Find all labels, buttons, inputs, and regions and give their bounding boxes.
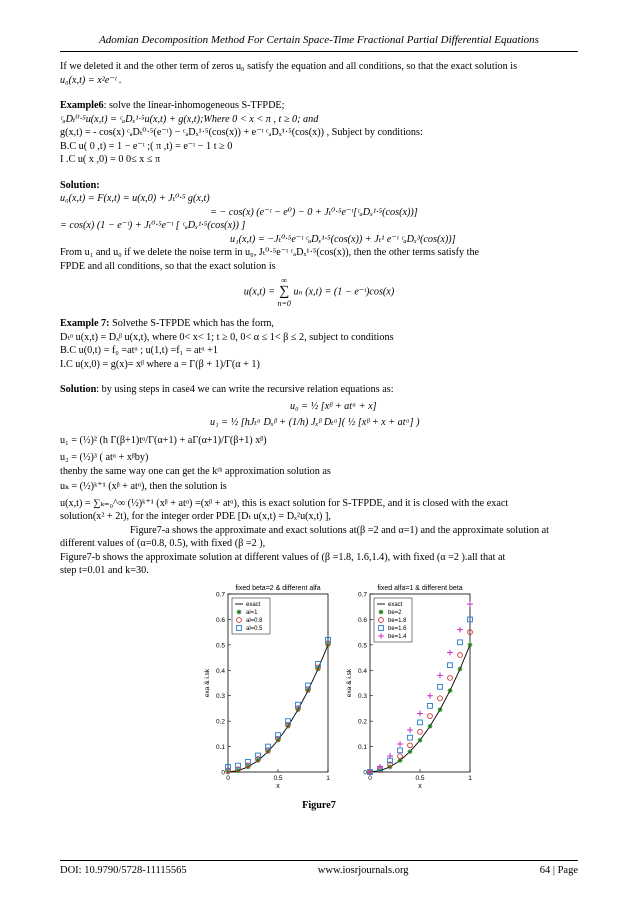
legend-label: exact	[388, 601, 403, 608]
y-tick-label: 0.5	[357, 641, 367, 649]
legend-label: exact	[246, 601, 261, 608]
initial-conditions: I.C u(x,0) = g(x)= xᵝ where a = Γ(β + 1)/Γ(α + 1)	[60, 358, 260, 370]
x-axis-label: x	[276, 782, 280, 790]
paragraph-line: different values of (α=0.8, 0.5), with fixed (β =2 ),	[60, 538, 266, 549]
equation: u₀(x,t) = x²e⁻ᵗ .	[60, 74, 122, 86]
example-6-text: : solve the linear-inhomogeneous S-TFPDE;	[103, 100, 285, 111]
chart-a	[200, 582, 335, 792]
equation-u1: u₁ = ½ [hJₜᵅ Dₓᵝ + (1/h) Jₓᵝ Dₜᵅ]( ½ [xᵝ + x + atᵅ] )	[210, 417, 420, 428]
chart-title: fixed beta=2 & different alfa	[235, 584, 321, 592]
paragraph-line: step t=0.01 and k=30.	[60, 565, 149, 576]
y-tick-label: 0.5	[215, 641, 225, 649]
example-7-label: Example 7:	[60, 318, 110, 329]
y-tick-label: 0	[221, 769, 225, 776]
y-tick-label: 0.6	[215, 616, 225, 624]
figure-7	[60, 582, 578, 797]
x-tick-label: 0	[368, 774, 372, 782]
chart-title: fixed alfa=1 & different beta	[377, 584, 463, 592]
equation: g(x,t) = - cos(x) ᶜₐDₜ⁰·⁵(e⁻ᵗ) − ᶜₐDₓ¹·⁵(cos(x)) + e⁻ᵗ ᶜₐDₓ¹·⁵(cos(x)) , Subject by conditions:	[60, 127, 423, 138]
legend-label: al=0.8	[246, 617, 263, 624]
x-tick-label: 0.5	[273, 774, 283, 782]
example-6-heading	[60, 99, 578, 113]
initial-conditions: I .C u( x ,0) = 0 0≤ x ≤ π	[60, 154, 161, 165]
equation: Dₜᵅ u(x,t) = Dₓᵝ u(x,t), where 0< x< 1; t ≥ 0, 0< α ≤ 1< β ≤ 2, subject to conditions	[60, 331, 394, 343]
paragraph-line: FPDE and all conditions, so that the exact solution is	[60, 260, 276, 272]
equation-u2: u₂ = (½)³ ( atᵅ + xᵝby)	[60, 452, 149, 463]
y-tick-label: 0.2	[357, 718, 367, 726]
running-header: Adomian Decomposition Method For Certain Space-Time Fractional Partial Differential Equations	[60, 34, 578, 52]
page-body	[60, 60, 578, 812]
legend-label: be=1.6	[388, 625, 407, 632]
example-7-text: Solvethe S-TFPDE which has the form,	[109, 318, 274, 329]
equation: = cos(x) (1 − e⁻ᵗ) + Jₜ⁰·⁵e⁻ᵗ [ ᶜₐDₓ¹·⁵(cos(x)) ]	[60, 220, 246, 231]
paragraph-line: thenby the same way one can get the kᵗʰ approximation solution as	[60, 465, 331, 477]
page-footer	[60, 860, 578, 876]
solution-heading: Solution:	[60, 179, 100, 191]
footer-page-number: 64 | Page	[539, 865, 578, 876]
x-tick-label: 1	[326, 774, 330, 782]
legend-label: al=0.5	[246, 625, 263, 632]
paragraph-line: solution(x² + 2t), for the integer order PDE [Dₜ u(x,t) = Dₓ²u(x,t) ],	[60, 511, 331, 522]
legend-label: al=1	[246, 609, 258, 616]
y-tick-label: 0.1	[215, 743, 225, 751]
example-6-label: Example6	[60, 100, 104, 111]
paragraph-line: Figure7-b shows the approximate solution at different values of (β =1.8, 1.6,1.4), with fixed (α =2 ).all that at	[60, 551, 506, 563]
equation-u0: u₀ = ½ [xᵝ + atᵅ + x]	[290, 400, 377, 412]
y-tick-label: 0.2	[215, 718, 225, 726]
paragraph-line: From u₁ and u₀ if we delete the noise term in u₀, Jₜ⁰·⁵e⁻ᵗ ᶜₐDₓ¹·⁵(cos(x)), then the other terms satisfy the	[60, 247, 480, 258]
y-axis-label: exa & i.sk	[346, 668, 353, 697]
exact-solution-equation	[60, 276, 578, 308]
x-tick-label: 0.5	[415, 774, 425, 782]
x-axis-label: x	[418, 782, 422, 790]
summation	[278, 276, 291, 308]
y-axis-label: exa & i.sk	[204, 668, 211, 697]
x-tick-label: 0	[226, 774, 230, 782]
equation-lhs: u(x,t) =	[243, 286, 275, 298]
example-7-heading	[60, 317, 578, 331]
legend-swatch	[379, 609, 384, 614]
boundary-conditions: B.C u(0,t) = f₀ =atᵅ ; u(1,t) =f₁ = atᵅ +1	[60, 345, 218, 356]
legend-label: be=1.4	[388, 633, 407, 640]
legend-swatch	[237, 609, 242, 614]
paragraph-line: If we deleted it and the other term of zeros u₀ satisfy the equation and all conditions, so that the exact solution is	[60, 61, 518, 72]
y-tick-label: 0.3	[357, 692, 367, 700]
solution-2-label: Solution	[60, 384, 97, 395]
equation-uk: uₖ = (½)ᵏ⁺¹ (xᵝ + atᵅ), then the solution is	[60, 481, 227, 492]
y-tick-label: 0.4	[215, 667, 225, 675]
sum-upper: ∞	[281, 276, 288, 285]
data-point	[458, 666, 463, 671]
equation-sum: u(x,t) = ∑ₖ₌₀^∞ (½)ᵏ⁺¹ (xᵝ + atᵅ) =(xᵝ + atᵅ), this is exact solution for S-TFPDE, and it is closed with the exact	[60, 497, 509, 509]
equation-u1-expanded: u₁ = (½)² (h Γ(β+1)tᵅ/Γ(α+1) + aΓ(α+1)/Γ(β+1) xᵝ)	[60, 434, 267, 446]
sigma-symbol: ∑	[279, 284, 290, 299]
sum-lower: n=0	[277, 299, 291, 308]
equation: u₁(x,t) = −Jₜ⁰·⁵e⁻ᵗ ᶜₐDₓ¹·⁵(cos(x)) + Jₜ¹ e⁻ᵗ ᶜₐDₓ³(cos(x))]	[230, 233, 456, 245]
y-tick-label: 0.1	[357, 743, 367, 751]
paragraph-line: Figure7-a shows the approximate and exact solutions at(β =2 and α=1) and the approximate solution at	[130, 524, 549, 536]
equation: = − cos(x) (e⁻ᵗ − e⁰) − 0 + Jₜ⁰·⁵e⁻ᵗ[ᶜₐDₓ¹·⁵(cos(x))]	[210, 206, 418, 218]
footer-doi: DOI: 10.9790/5728-11115565	[60, 865, 187, 876]
y-tick-label: 0.3	[215, 692, 225, 700]
figure-caption: Figure7	[302, 799, 336, 811]
equation: ᶜₐDₜ⁰·⁵u(x,t) = ᶜₐDₓ¹·⁵u(x,t) + g(x,t);Where 0 < x < π , t ≥ 0; and	[60, 113, 319, 125]
legend-label: be=2	[388, 609, 402, 616]
y-tick-label: 0.4	[357, 667, 367, 675]
chart-b	[342, 582, 477, 792]
y-tick-label: 0.7	[357, 591, 367, 598]
equation-rhs: uₙ (x,t) = (1 − e⁻ᵗ)cos(x)	[293, 286, 395, 298]
y-tick-label: 0	[363, 769, 367, 776]
y-tick-label: 0.7	[215, 591, 225, 598]
x-tick-label: 1	[468, 774, 472, 782]
y-tick-label: 0.6	[357, 616, 367, 624]
footer-url: www.iosrjournals.org	[317, 865, 409, 876]
equation: u₀(x,t) = F(x,t) = u(x,0) + Jₜ⁰·⁵ g(x,t)	[60, 193, 210, 204]
solution-2-heading	[60, 383, 578, 397]
boundary-conditions: B.C u( 0 ,t) = 1 − e⁻ᵗ ;( π ,t) = e⁻ᵗ − 1 t ≥ 0	[60, 140, 233, 152]
legend-label: be=1.8	[388, 617, 407, 624]
solution-2-text: : by using steps in case4 we can write the recursive relation equations as:	[96, 384, 394, 395]
